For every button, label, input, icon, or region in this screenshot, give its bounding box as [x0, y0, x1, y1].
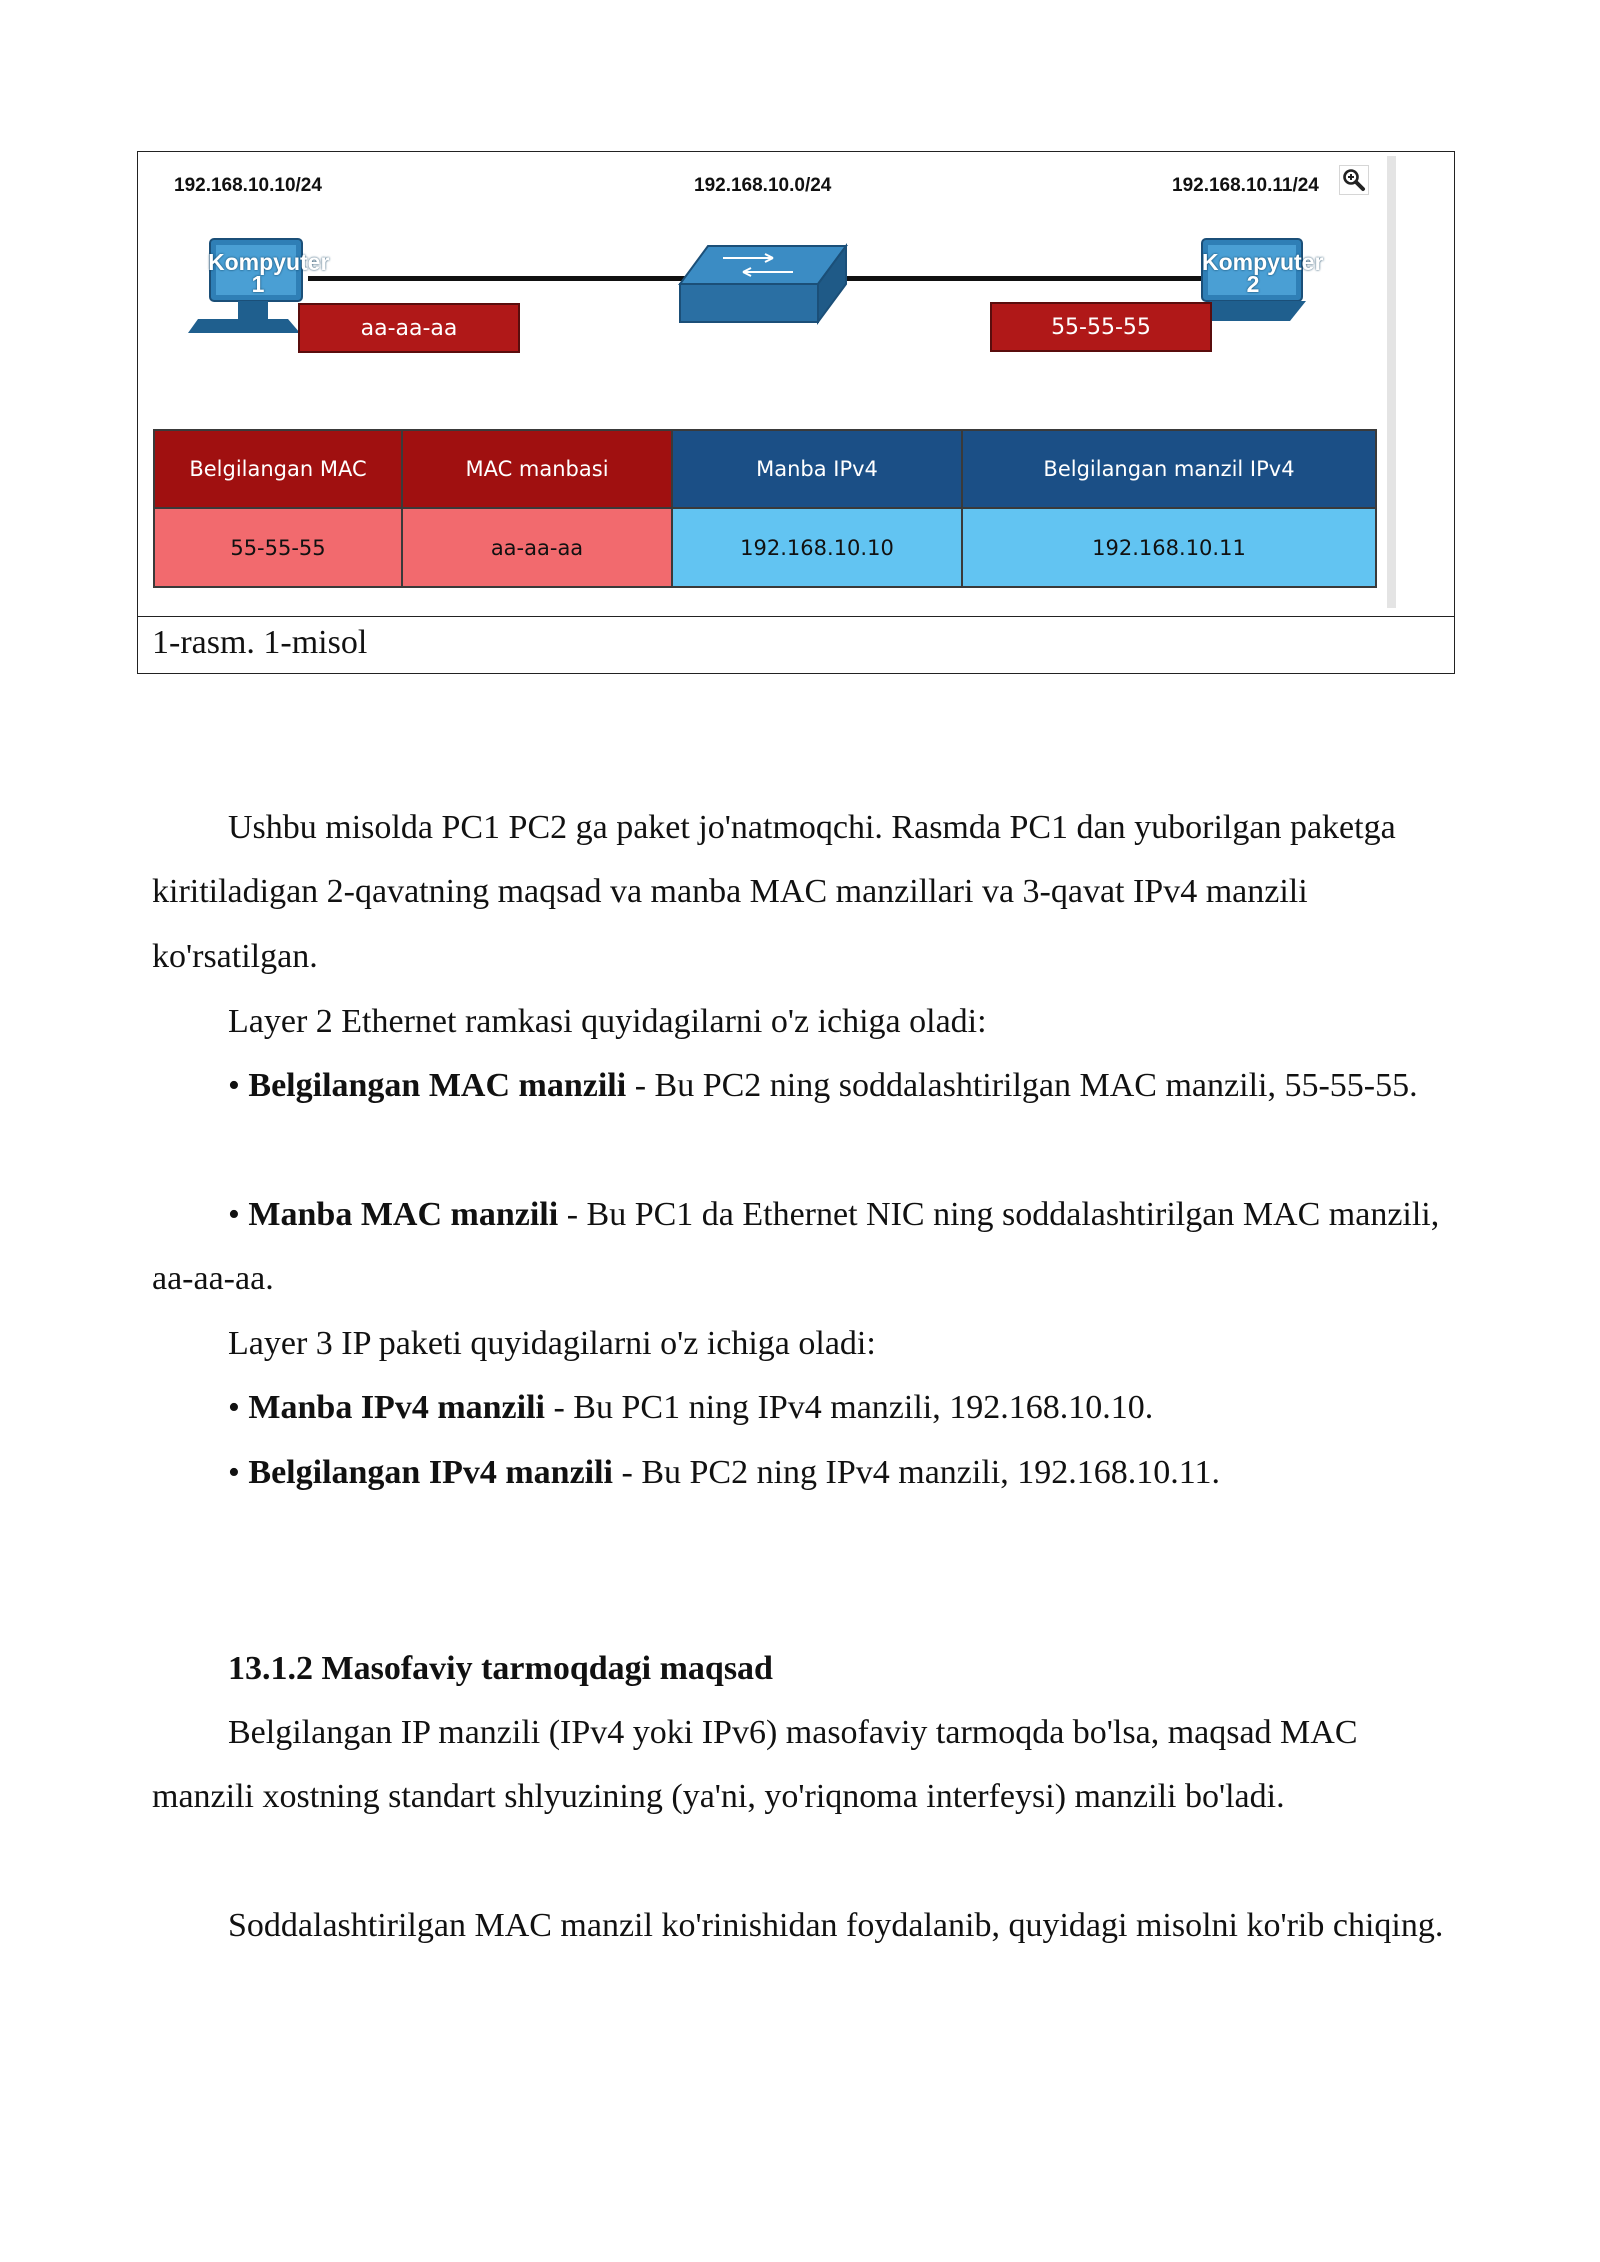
term-src-mac: Manba MAC manzili [248, 1196, 559, 1233]
switch-icon [678, 244, 848, 326]
ip-label-pc2: 192.168.10.11/24 [1172, 175, 1319, 196]
cell-dest-mac: 55-55-55 [154, 508, 402, 587]
cell-src-mac: aa-aa-aa [402, 508, 672, 587]
ip-label-pc1: 192.168.10.10/24 [174, 175, 322, 196]
header-dest-mac: Belgilangan MAC [154, 430, 402, 508]
caption-row [138, 616, 1454, 673]
mac-tag-pc2: 55-55-55 [990, 302, 1212, 352]
mac-tag-pc1: aa-aa-aa [298, 303, 520, 353]
term-dest-ipv4: Belgilangan IPv4 manzili [248, 1454, 613, 1491]
figure-frame [137, 151, 1455, 674]
network-diagram [138, 152, 1396, 612]
header-src-mac: MAC manbasi [402, 430, 672, 508]
desc-src-mac: - Bu PC1 da Ethernet NIC ning soddalashtirilgan MAC manzili, aa-aa-aa. [152, 1196, 1440, 1298]
list-item: • Belgilangan MAC manzili - Bu PC2 ning soddalashtirilgan MAC manzili, 55-55-55. [228, 1067, 1418, 1104]
list-item: • Manba IPv4 manzili - Bu PC1 ning IPv4 manzili, 192.168.10.10. [228, 1389, 1154, 1426]
desc-dest-ipv4: - Bu PC2 ning IPv4 manzili, 192.168.10.11. [613, 1454, 1220, 1491]
table-row [154, 508, 1376, 587]
figure-caption: 1-rasm. 1-misol [152, 624, 368, 661]
diagram-edge [1387, 156, 1396, 608]
header-src-ipv4: Manba IPv4 [672, 430, 962, 508]
paragraph-intro: Ushbu misolda PC1 PC2 ga paket jo'natmoqchi. Rasmda PC1 dan yuborilgan paketga kiritiladigan 2-qavatning maqsad va manba MAC manzillari va 3-qavat IPv4 manzili ko'rsatilgan. [152, 809, 1396, 975]
desc-dest-mac: - Bu PC2 ning soddalashtirilgan MAC manzili, 55-55-55. [626, 1067, 1418, 1104]
paragraph-example: Soddalashtirilgan MAC manzil ko'rinishidan foydalanib, quyidagi misolni ko'rib chiqing. [228, 1907, 1444, 1944]
paragraph-remote: Belgilangan IP manzili (IPv4 yoki IPv6) masofaviy tarmoqda bo'lsa, maqsad MAC manzili xostning standart shlyuzining (ya'ni, yo'riqnoma interfeysi) manzili bo'ladi. [152, 1714, 1358, 1816]
magnifier-icon[interactable] [1339, 165, 1369, 195]
paragraph-layer2: Layer 2 Ethernet ramkasi quyidagilarni o'z ichiga oladi: [228, 1003, 987, 1040]
pc2-label: Kompyuter 2 [1202, 249, 1324, 297]
paragraph-layer3: Layer 3 IP paketi quyidagilarni o'z ichiga oladi: [228, 1325, 876, 1362]
cell-src-ipv4: 192.168.10.10 [672, 508, 962, 587]
table-header-row [154, 430, 1376, 508]
frame-table [153, 429, 1377, 588]
pc1-label: Kompyuter 1 [208, 249, 330, 297]
list-item: • Manba MAC manzili - Bu PC1 da Ethernet NIC ning soddalashtirilgan MAC manzili, aa-aa-aa. [152, 1196, 1440, 1298]
list-item: • Belgilangan IPv4 manzili - Bu PC2 ning IPv4 manzili, 192.168.10.11. [228, 1454, 1220, 1491]
cell-dest-ipv4: 192.168.10.11 [962, 508, 1376, 587]
desc-src-ipv4: - Bu PC1 ning IPv4 manzili, 192.168.10.10. [544, 1389, 1154, 1426]
header-dest-ipv4: Belgilangan manzil IPv4 [962, 430, 1376, 508]
ip-label-network: 192.168.10.0/24 [694, 175, 832, 196]
term-src-ipv4: Manba IPv4 manzili [248, 1389, 545, 1426]
section-heading: 13.1.2 Masofaviy tarmoqdagi maqsad [228, 1650, 773, 1687]
term-dest-mac: Belgilangan MAC manzili [248, 1067, 627, 1104]
